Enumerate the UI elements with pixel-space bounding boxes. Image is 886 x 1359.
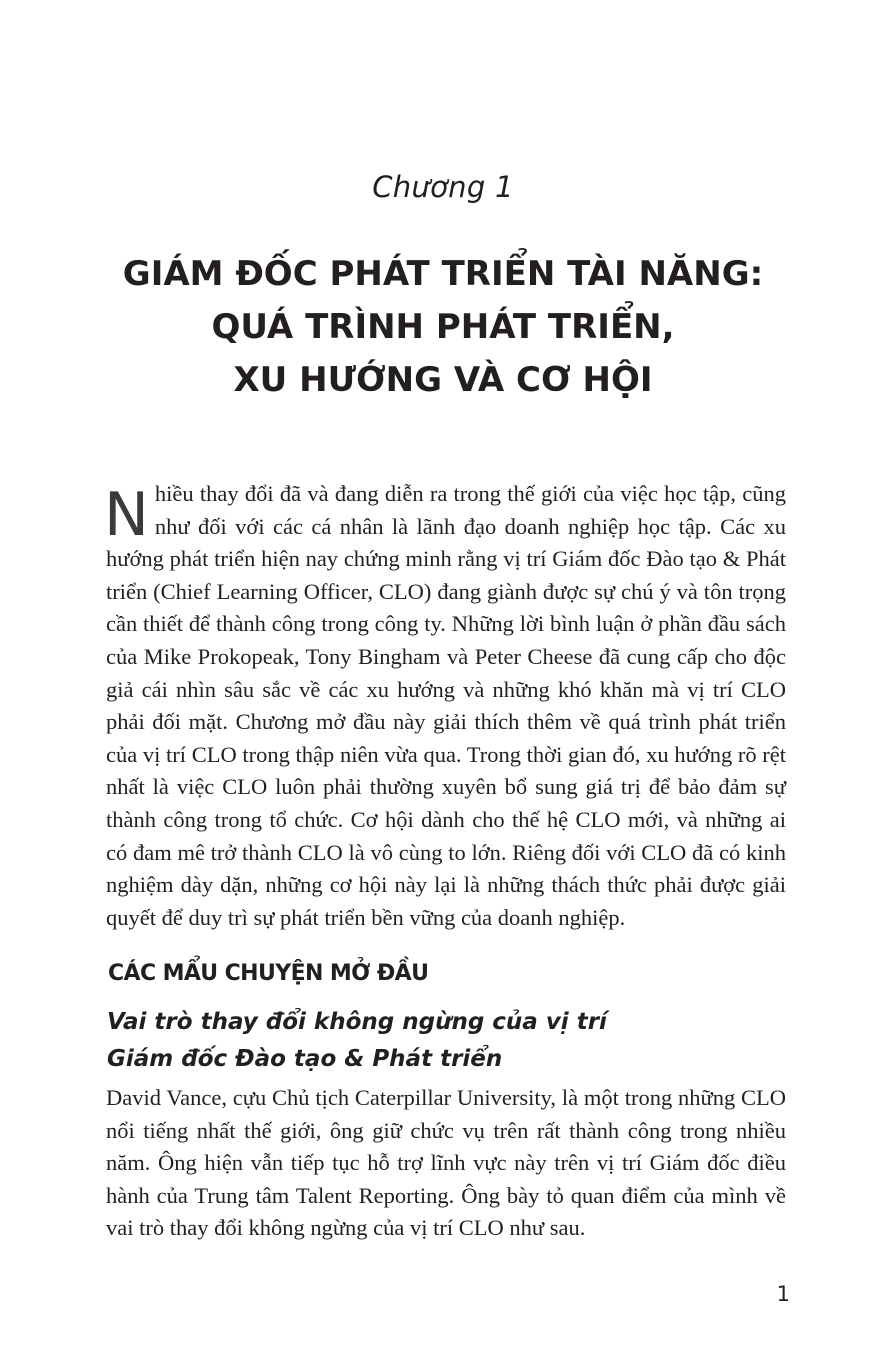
section-paragraph: David Vance, cựu Chủ tịch Caterpillar University, là một trong những CLO nổi tiếng nhất thế giới, ông giữ chức vụ trên rất thành công trong nhiều năm. Ông hiện vẫn tiếp tục hỗ trợ lĩnh vực này trên vị trí Giám đốc điều hành của Trung tâm Talent Reporting. Ông bày tỏ quan điểm của mình về vai trò thay đổi không ngừng của vị trí CLO như sau. xyxy=(106,1085,786,1241)
chapter-label: Chương 1 xyxy=(372,170,514,204)
page-number: 1 xyxy=(776,1282,790,1306)
intro-paragraph xyxy=(106,478,786,934)
section-heading: CÁC MẨU CHUYỆN MỞ ĐẦU xyxy=(108,961,429,986)
drop-cap: N xyxy=(104,480,149,550)
chapter-title-line: XU HƯỚNG VÀ CƠ HỘI xyxy=(233,360,653,400)
subheading-line: Giám đốc Đào tạo & Phát triển xyxy=(107,1046,503,1072)
intro-text: hiều thay đổi đã và đang diễn ra trong thế giới của việc học tập, cũng như đối với các cá nhân là lãnh đạo doanh nghiệp học tập. Các xu hướng phát triển hiện nay chứng minh rằng vị trí Giám đốc Đào tạo & Phát triển (Chief Learning Officer, CLO) đang giành được sự chú ý và tôn trọng cần thiết để thành công trong công ty. Những lời bình luận ở phần đầu sách của Mike Prokopeak, Tony Bingham và Peter Cheese đã cung cấp cho độc giả cái nhìn sâu sắc về các xu hướng và những khó khăn mà vị trí CLO phải đối mặt. Chương mở đầu này giải thích thêm về quá trình phát triển của vị trí CLO trong thập niên vừa qua. Trong thời gian đó, xu hướng rõ rệt nhất là việc CLO luôn phải thường xuyên bổ sung giá trị để bảo đảm sự thành công trong tổ chức. Cơ hội dành cho thế hệ CLO mới, và những ai có đam mê trở thành CLO là vô cùng to lớn. Riêng đối với CLO đã có kinh nghiệm dày dặn, những cơ hội này lại là những thách thức phải được giải quyết để duy trì sự phát triển bền vững của doanh nghiệp. xyxy=(106,481,786,930)
chapter-title xyxy=(0,248,886,407)
chapter-title-line: QUÁ TRÌNH PHÁT TRIỂN, xyxy=(211,307,675,347)
section-subheading xyxy=(107,1004,787,1078)
subheading-line: Vai trò thay đổi không ngừng của vị trí xyxy=(107,1009,607,1035)
chapter-title-line: GIÁM ĐỐC PHÁT TRIỂN TÀI NĂNG: xyxy=(122,254,764,294)
